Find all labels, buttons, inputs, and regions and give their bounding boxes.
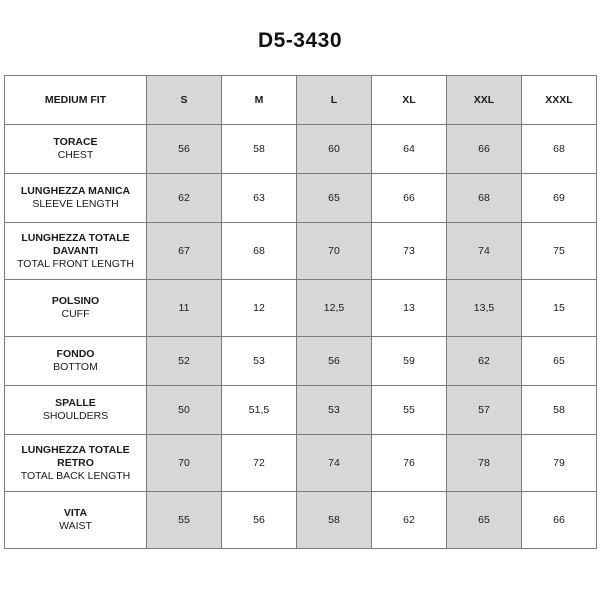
size-header-xxxl: XXXL	[522, 76, 597, 125]
value-cell: 53	[222, 337, 297, 386]
measurement-label-italian: FONDO	[56, 348, 95, 360]
value-cell: 68	[447, 174, 522, 223]
value-cell: 68	[522, 125, 597, 174]
measurement-label-english: TOTAL BACK LENGTH	[20, 469, 131, 482]
measurement-label	[5, 174, 147, 223]
measurement-label-italian: VITA	[63, 507, 88, 519]
size-header-m: M	[222, 76, 297, 125]
size-chart-table	[4, 75, 597, 549]
measurement-label	[5, 492, 147, 549]
measurement-label-english: CUFF	[61, 308, 90, 320]
measurement-label	[5, 337, 147, 386]
measurement-label-english: BOTTOM	[53, 361, 98, 373]
table-row	[5, 337, 597, 386]
measurement-label-english: WAIST	[59, 520, 92, 532]
value-cell: 11	[147, 280, 222, 337]
measurement-label	[5, 280, 147, 337]
value-cell: 64	[372, 125, 447, 174]
measurement-label-italian: LUNGHEZZA TOTALE RETRO	[21, 443, 130, 469]
value-cell: 58	[297, 492, 372, 549]
table-row	[5, 125, 597, 174]
value-cell: 12	[222, 280, 297, 337]
value-cell: 74	[447, 223, 522, 280]
measurement-label	[5, 435, 147, 492]
value-cell: 67	[147, 223, 222, 280]
value-cell: 56	[297, 337, 372, 386]
value-cell: 73	[372, 223, 447, 280]
value-cell: 79	[522, 435, 597, 492]
value-cell: 52	[147, 337, 222, 386]
table-row	[5, 223, 597, 280]
value-cell: 72	[222, 435, 297, 492]
value-cell: 56	[147, 125, 222, 174]
measurement-label	[5, 125, 147, 174]
value-cell: 74	[297, 435, 372, 492]
measurement-label	[5, 386, 147, 435]
value-cell: 53	[297, 386, 372, 435]
value-cell: 63	[222, 174, 297, 223]
value-cell: 66	[447, 125, 522, 174]
table-row	[5, 386, 597, 435]
value-cell: 75	[522, 223, 597, 280]
size-header-xl: XL	[372, 76, 447, 125]
value-cell: 13,5	[447, 280, 522, 337]
value-cell: 65	[297, 174, 372, 223]
value-cell: 62	[147, 174, 222, 223]
value-cell: 55	[372, 386, 447, 435]
table-row	[5, 492, 597, 549]
value-cell: 12,5	[297, 280, 372, 337]
size-header-s: S	[147, 76, 222, 125]
table-row	[5, 435, 597, 492]
measurement-label-italian: POLSINO	[51, 295, 100, 307]
measurement-label-italian: LUNGHEZZA MANICA	[20, 185, 131, 197]
measurement-label-italian: TORACE	[53, 136, 98, 148]
value-cell: 51,5	[222, 386, 297, 435]
value-cell: 68	[222, 223, 297, 280]
value-cell: 65	[522, 337, 597, 386]
value-cell: 78	[447, 435, 522, 492]
measurement-label-english: CHEST	[57, 149, 94, 161]
value-cell: 15	[522, 280, 597, 337]
value-cell: 62	[372, 492, 447, 549]
value-cell: 76	[372, 435, 447, 492]
measurement-label	[5, 223, 147, 280]
fit-label: MEDIUM FIT	[5, 76, 147, 125]
header-row	[5, 76, 597, 125]
value-cell: 58	[222, 125, 297, 174]
measurement-label-english: TOTAL FRONT LENGTH	[17, 257, 134, 270]
size-header-l: L	[297, 76, 372, 125]
value-cell: 70	[297, 223, 372, 280]
value-cell: 50	[147, 386, 222, 435]
value-cell: 66	[522, 492, 597, 549]
table-row	[5, 280, 597, 337]
value-cell: 13	[372, 280, 447, 337]
value-cell: 70	[147, 435, 222, 492]
measurement-label-english: SHOULDERS	[42, 410, 109, 422]
table-row	[5, 174, 597, 223]
value-cell: 55	[147, 492, 222, 549]
value-cell: 66	[372, 174, 447, 223]
value-cell: 56	[222, 492, 297, 549]
value-cell: 57	[447, 386, 522, 435]
value-cell: 65	[447, 492, 522, 549]
size-header-xxl: XXL	[447, 76, 522, 125]
measurement-label-italian: LUNGHEZZA TOTALE DAVANTI	[21, 231, 130, 257]
page-title: D5-3430	[257, 29, 343, 52]
measurement-label-italian: SPALLE	[55, 397, 96, 409]
value-cell: 62	[447, 337, 522, 386]
value-cell: 60	[297, 125, 372, 174]
value-cell: 58	[522, 386, 597, 435]
measurement-label-english: SLEEVE LENGTH	[32, 198, 119, 210]
value-cell: 69	[522, 174, 597, 223]
value-cell: 59	[372, 337, 447, 386]
